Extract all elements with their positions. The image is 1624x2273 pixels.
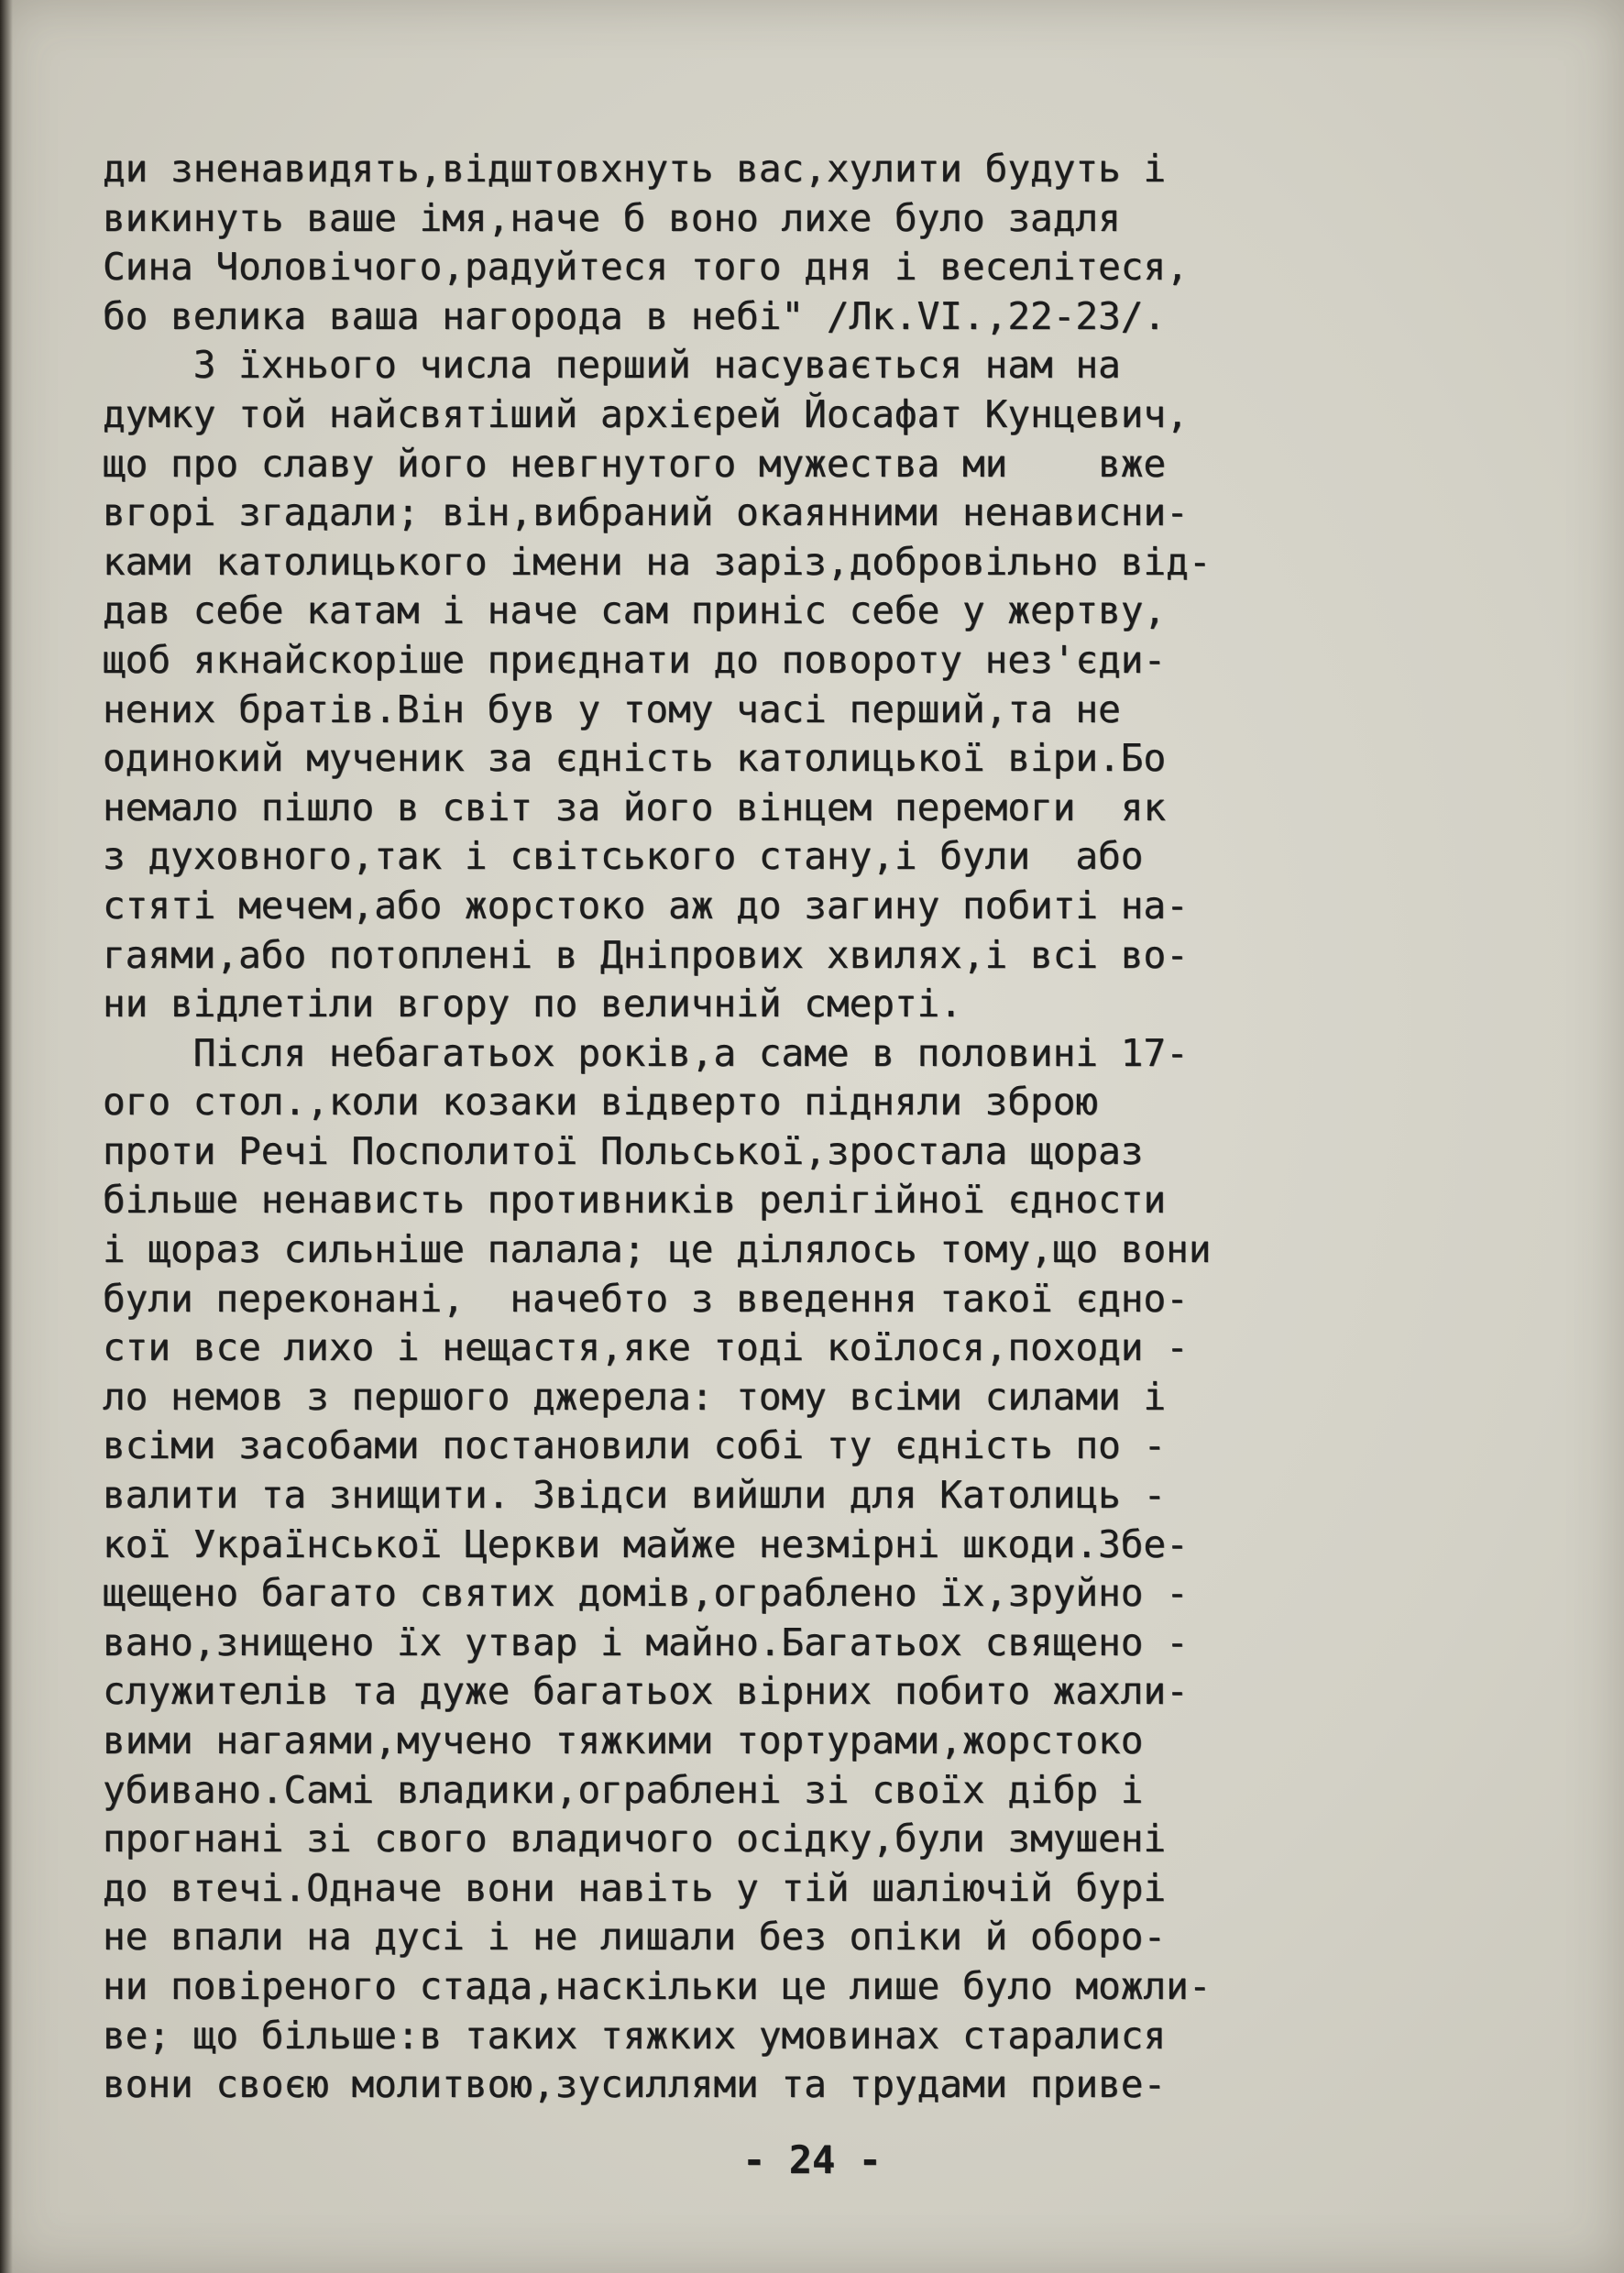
text-line: вони своєю молитвою,зусиллями та трудами приве- — [103, 2062, 1167, 2107]
text-line: немало пішло в світ за його вінцем перемоги як — [103, 785, 1167, 829]
text-line: служителів та дуже багатьох вірних побито жахли- — [103, 1669, 1189, 1714]
text-line: одинокий мученик за єдність католицької віри.Бо — [103, 736, 1167, 781]
text-line: стяті мечем,або жорстоко аж до загину побиті на- — [103, 883, 1189, 928]
text-line: З їхнього числа перший насувається нам на — [103, 343, 1121, 388]
text-line: не впали на дусі і не лишали без опіки й оборо- — [103, 1915, 1167, 1960]
text-line: були переконані, начебто з введення такої єдно- — [103, 1276, 1189, 1321]
text-line: гаями,або потоплені в Дніпрових хвилях,і всі во- — [103, 932, 1189, 977]
text-line: проти Речі Посполитої Польської,зростала щораз — [103, 1128, 1144, 1173]
text-line: ве; що більше:в таких тяжких умовинах старалися — [103, 2013, 1167, 2058]
text-line: щоб якнайскоріше приєднати до повороту нез'єди- — [103, 637, 1167, 682]
body-text — [103, 145, 1532, 2110]
text-line: Сина Чоловічого,радуйтеся того дня і веселітеся, — [103, 245, 1189, 290]
text-line: з духовного,так і світського стану,і були або — [103, 834, 1144, 879]
text-line: дав себе катам і наче сам приніс себе у жертву, — [103, 588, 1167, 633]
text-line: думку той найсвятіший архієрей Йосафат Кунцевич, — [103, 391, 1189, 436]
text-line: ди зненавидять,відштовхнуть вас,хулити будуть і — [103, 147, 1167, 191]
text-line: валити та знищити. Звідси вийшли для Католиць - — [103, 1473, 1167, 1518]
text-line: щещено багато святих домів,ограблено їх,зруйно - — [103, 1571, 1189, 1616]
text-line: до втечі.Одначе вони навіть у тій шаліючій бурі — [103, 1865, 1167, 1910]
text-line: нених братів.Він був у тому часі перший,та не — [103, 686, 1121, 731]
text-line: всіми засобами постановили собі ту єдність по - — [103, 1423, 1167, 1468]
page-edge-shadow — [0, 0, 13, 2273]
text-line: ни відлетіли вгору по величній смерті. — [103, 982, 962, 1027]
text-line: вано,знищено їх утвар і майно.Багатьох священо - — [103, 1620, 1189, 1664]
text-line: викинуть ваше імя,наче б воно лихе було задля — [103, 195, 1121, 240]
text-line: і щораз сильніше палала; це ділялось тому,що вони — [103, 1227, 1212, 1272]
page-number: - 24 - — [742, 2137, 882, 2182]
text-line: вгорі згадали; він,вибраний окаянними ненависни- — [103, 490, 1189, 535]
text-line: бо велика ваша нагорода в небі" /Лк.VI.,22-23/. — [103, 293, 1167, 338]
text-line: Після небагатьох років,а саме в половині 17- — [103, 1030, 1189, 1075]
text-line: кої Української Церкви майже незмірні шкоди.Збе- — [103, 1521, 1189, 1566]
text-line: ого стол.,коли козаки відверто підняли зброю — [103, 1080, 1099, 1125]
text-line: сти все лихо і нещастя,яке тоді коїлося,походи - — [103, 1325, 1189, 1370]
text-line: ками католицького імени на заріз,добровільно від- — [103, 539, 1212, 584]
text-line: ло немов з першого джерела: тому всіми силами і — [103, 1374, 1167, 1419]
text-line: прогнані зі свого владичого осідку,були змушені — [103, 1817, 1167, 1861]
text-line: що про славу його невгнутого мужества ми вже — [103, 441, 1167, 486]
text-line: убивано.Самі владики,ограблені зі своїх дібр і — [103, 1767, 1144, 1812]
text-line: ни повіреного стада,наскільки це лише було можли- — [103, 1963, 1212, 2008]
text-line: вими нагаями,мучено тяжкими тортурами,жорстоко — [103, 1718, 1144, 1762]
text-line: більше ненависть противників релігійної єдности — [103, 1178, 1167, 1223]
